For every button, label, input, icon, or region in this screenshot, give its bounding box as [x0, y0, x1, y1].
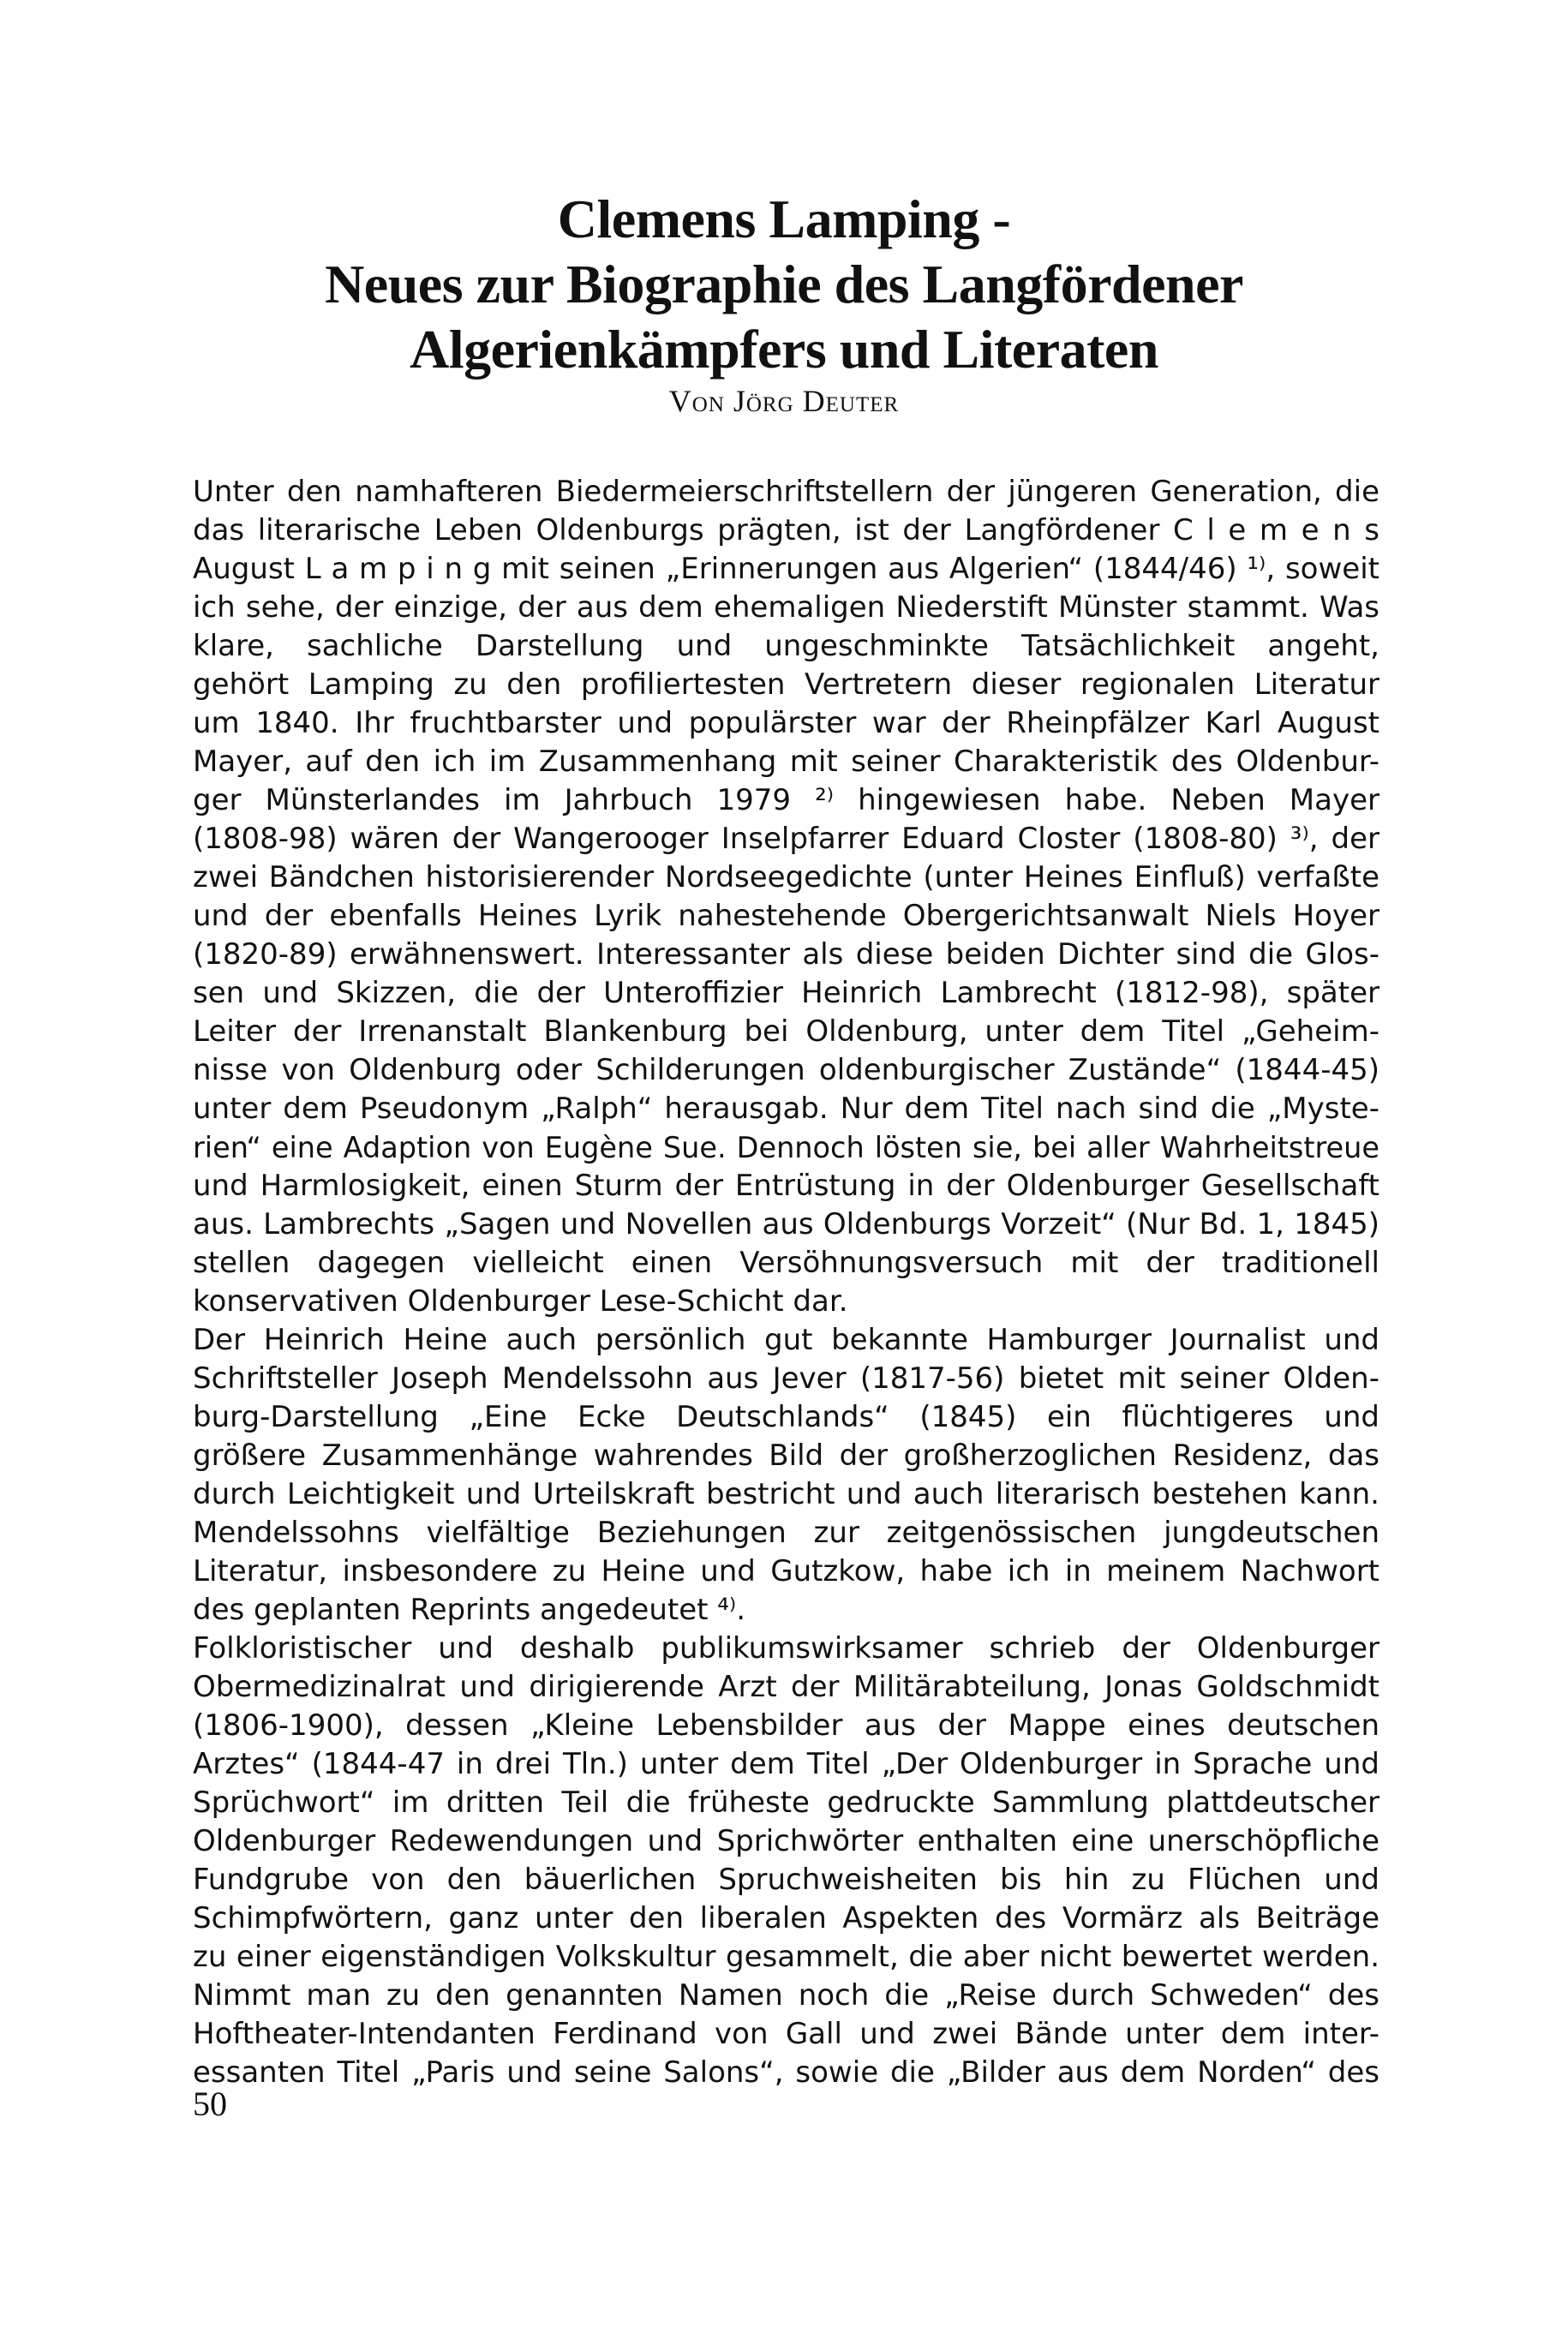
text-line: größere Zusammenhänge wahrendes Bild der großherzoglichen Residenz, das	[193, 1439, 1379, 1473]
text-line: des geplanten Reprints angedeutet ⁴⁾.	[193, 1593, 746, 1627]
text-line: gehört Lamping zu den profiliertesten Vertretern dieser regionalen Literatur	[193, 667, 1379, 702]
text-line: stellen dagegen vielleicht einen Versöhnungsversuch mit der traditionell	[193, 1246, 1379, 1280]
text-line: Oldenburger Redewendungen und Sprichwörter enthalten eine unerschöpfliche	[193, 1824, 1379, 1858]
text-line: Folkloristischer und deshalb publikumswirksamer schrieb der Oldenburger	[193, 1631, 1379, 1666]
title-line-2: Neues zur Biographie des Langfördener	[325, 254, 1243, 314]
text-line: und der ebenfalls Heines Lyrik nahestehende Obergerichtsanwalt Niels Hoyer	[193, 899, 1379, 933]
text-line: nisse von Oldenburg oder Schilderungen oldenburgischer Zustände“ (1844-45)	[193, 1053, 1379, 1087]
text-line: (1808-98) wären der Wangerooger Inselpfarrer Eduard Closter (1808-80) ³⁾, der	[193, 822, 1379, 856]
article-body	[193, 473, 1379, 2092]
text-line: zwei Bändchen historisierender Nordseegedichte (unter Heines Einfluß) verfaßte	[193, 860, 1379, 894]
text-line: und Harmlosigkeit, einen Sturm der Entrüstung in der Oldenburger Gesellschaft	[193, 1169, 1379, 1203]
text-line: Der Heinrich Heine auch persönlich gut bekannte Hamburger Journalist und	[193, 1323, 1379, 1357]
text-line: zu einer eigenständigen Volkskultur gesammelt, die aber nicht bewertet werden.	[193, 1940, 1379, 1974]
text-line: Schriftsteller Joseph Mendelssohn aus Jever (1817-56) bietet mit seiner Olden-	[193, 1361, 1379, 1396]
text-line: aus. Lambrechts „Sagen und Novellen aus Oldenburgs Vorzeit“ (Nur Bd. 1, 1845)	[193, 1207, 1379, 1241]
text-line: burg-Darstellung „Eine Ecke Deutschlands“ (1845) ein flüchtigeres und	[193, 1400, 1379, 1434]
text-line: rien“ eine Adaption von Eugène Sue. Dennoch lösten sie, bei aller Wahrheitstreue	[193, 1131, 1379, 1164]
text-line: durch Leichtigkeit und Urteilskraft bestricht und auch literarisch bestehen kann.	[193, 1477, 1379, 1511]
text-line: um 1840. Ihr fruchtbarster und populärster war der Rheinpfälzer Karl August	[193, 706, 1379, 740]
text-line: Obermedizinalrat und dirigierende Arzt der Militärabteilung, Jonas Goldschmidt	[193, 1670, 1379, 1704]
text-line: Literatur, insbesondere zu Heine und Gutzkow, habe ich in meinem Nachwort	[193, 1554, 1379, 1588]
text-line: ger Münsterlandes im Jahrbuch 1979 ²⁾ hingewiesen habe. Neben Mayer	[193, 783, 1379, 817]
text-line: Fundgrube von den bäuerlichen Spruchweisheiten bis hin zu Flüchen und	[193, 1863, 1379, 1897]
text-line: Leiter der Irrenanstalt Blankenburg bei Oldenburg, unter dem Titel „Geheim-	[193, 1014, 1379, 1049]
text-line: Unter den namhafteren Biedermeierschriftstellern der jüngeren Generation, die	[193, 475, 1379, 509]
text-line: Arztes“ (1844-47 in drei Tln.) unter dem Titel „Der Oldenburger in Sprache und	[193, 1747, 1379, 1781]
text-line: Schimpfwörtern, ganz unter den liberalen Aspekten des Vormärz als Beiträge	[193, 1901, 1379, 1935]
text-line: unter dem Pseudonym „Ralph“ herausgab. Nur dem Titel nach sind die „Myste-	[193, 1092, 1379, 1126]
text-line: essanten Titel „Paris und seine Salons“, sowie die „Bilder aus dem Norden“ des	[193, 2055, 1379, 2090]
text-line: Mayer, auf den ich im Zusammenhang mit seiner Charakteristik des Oldenbur-	[193, 745, 1379, 779]
title-line-3: Algerienkämpfers und Literaten	[410, 319, 1158, 380]
text-line: Hoftheater-Intendanten Ferdinand von Gall und zwei Bände unter dem inter-	[193, 2017, 1379, 2051]
text-line: sen und Skizzen, die der Unteroffizier Heinrich Lambrecht (1812-98), später	[193, 976, 1379, 1010]
text-line: klare, sachliche Darstellung und ungeschminkte Tatsächlichkeit angeht,	[193, 629, 1379, 663]
author-byline: Von Jörg Deuter	[668, 384, 900, 418]
text-line: August L a m p i n g mit seinen „Erinnerungen aus Algerien“ (1844/46) ¹⁾, soweit	[193, 552, 1379, 586]
text-line: das literarische Leben Oldenburgs prägten, ist der Langfördener C l e m e n s	[193, 513, 1379, 547]
text-line: Mendelssohns vielfältige Beziehungen zur zeitgenössischen jungdeutschen	[193, 1516, 1379, 1550]
page-number: 50	[193, 2085, 227, 2123]
text-line: ich sehe, der einzige, der aus dem ehemaligen Niederstift Münster stammt. Was	[193, 590, 1379, 625]
text-line: Nimmt man zu den genannten Namen noch die „Reise durch Schweden“ des	[193, 1978, 1379, 2013]
title-line-1: Clemens Lamping -	[557, 188, 1011, 249]
text-line: Sprüchwort“ im dritten Teil die früheste gedruckte Sammlung plattdeutscher	[193, 1786, 1379, 1820]
text-line: (1806-1900), dessen „Kleine Lebensbilder aus der Mappe eines deutschen	[193, 1708, 1379, 1743]
text-line: (1820-89) erwähnenswert. Interessanter als diese beiden Dichter sind die Glos-	[193, 937, 1379, 972]
text-line: konservativen Oldenburger Lese-Schicht dar.	[193, 1284, 848, 1319]
